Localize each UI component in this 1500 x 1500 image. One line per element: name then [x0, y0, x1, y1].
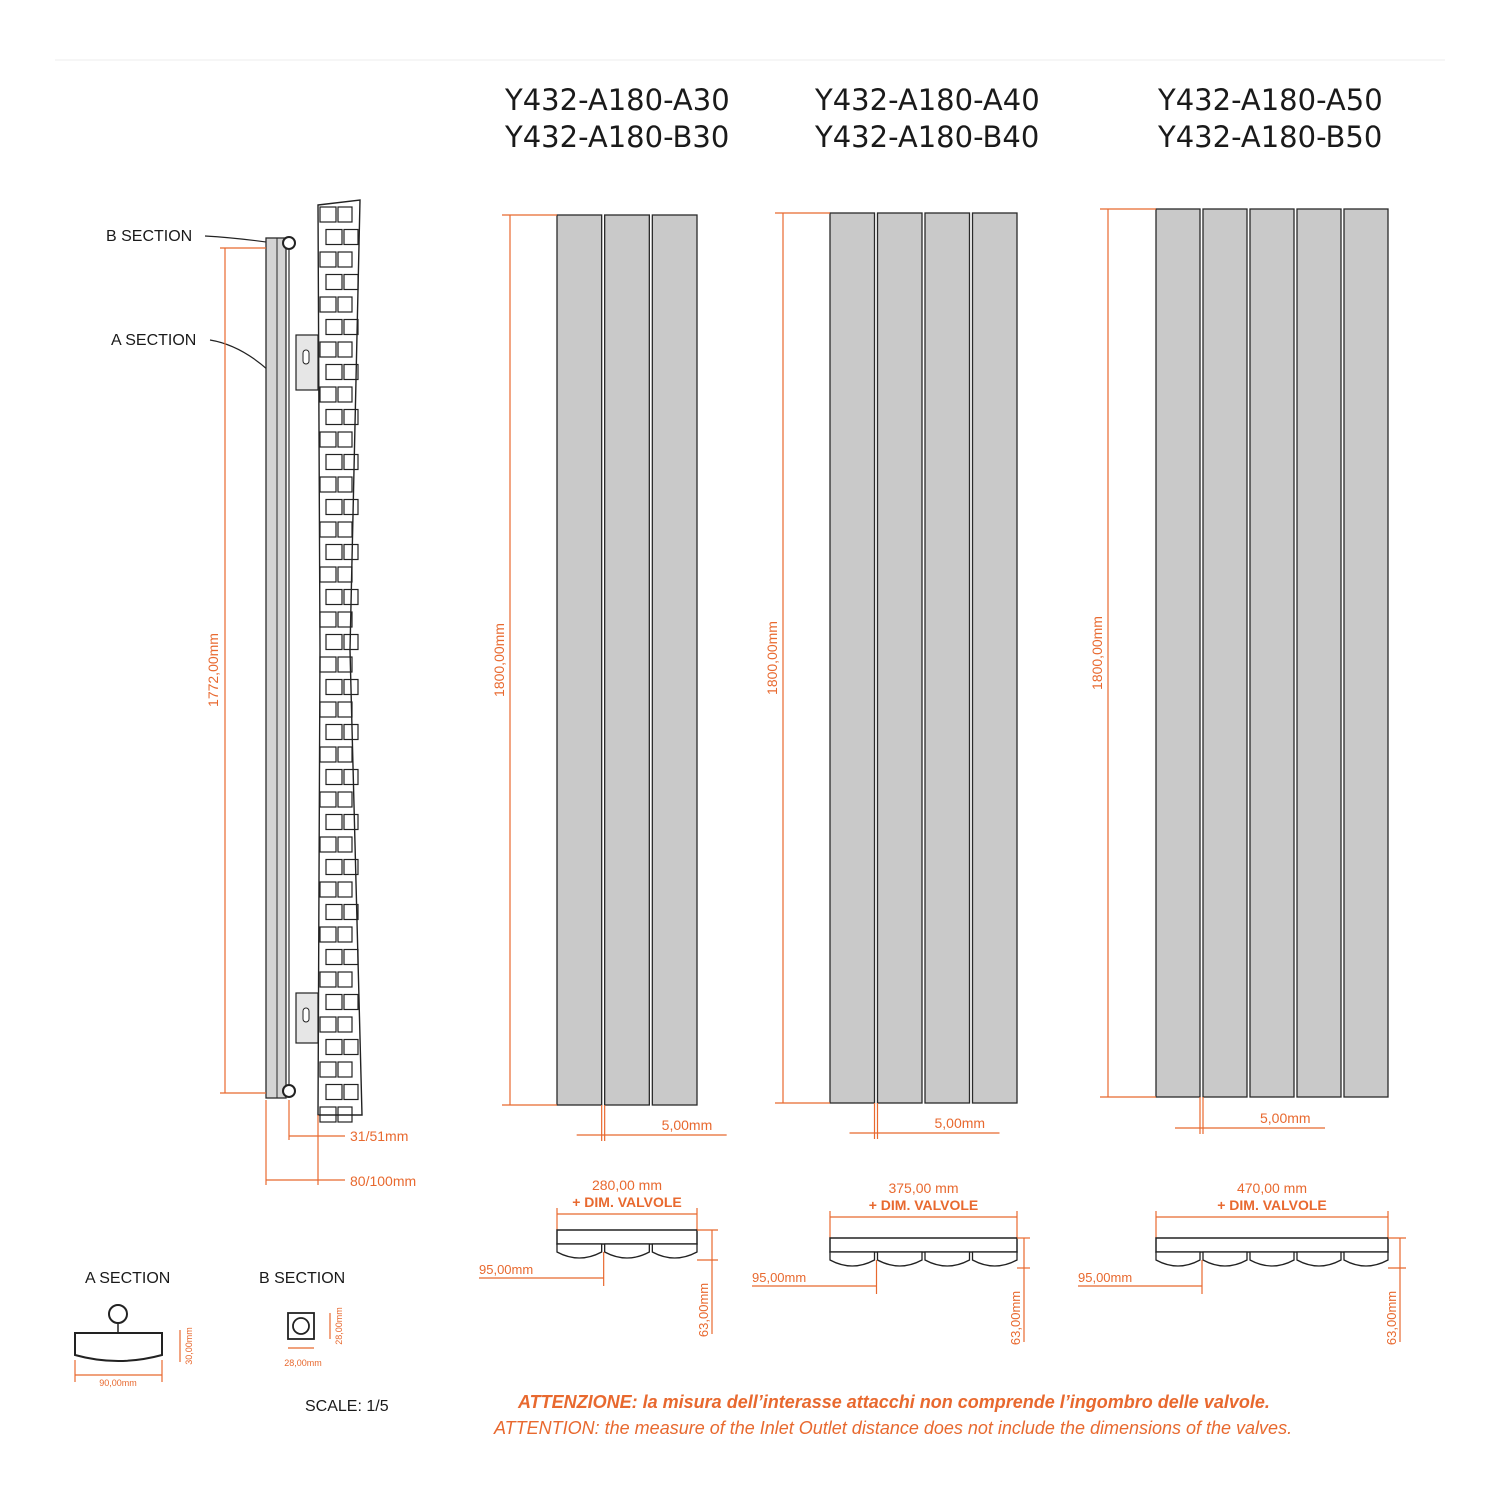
top-connector: [283, 237, 295, 249]
section-fin: [973, 1252, 1018, 1266]
depth-label: 63,00mm: [1008, 1290, 1023, 1346]
a-section-profile: [75, 1333, 162, 1361]
radiator-side-profile: [266, 238, 286, 1098]
section-fin: [878, 1252, 923, 1266]
panel-column: [925, 213, 970, 1103]
bottom-connector: [283, 1085, 295, 1097]
width-label: 470,00 mm: [1236, 1180, 1308, 1196]
gap-label: 5,00mm: [934, 1115, 986, 1131]
section-details: [75, 1270, 389, 1415]
width-label: 375,00 mm: [888, 1180, 959, 1196]
section-fin: [1203, 1252, 1247, 1266]
note-italian: ATTENZIONE: la misura dell’interasse attacchi non comprende l’ingombro delle valvole.: [518, 1392, 1270, 1412]
panel-column: [973, 213, 1018, 1103]
b-section-width: 28,00mm: [284, 1358, 322, 1368]
width-label: 280,00 mm: [591, 1177, 663, 1193]
panel-column: [1297, 209, 1341, 1097]
section-fin: [925, 1252, 970, 1266]
title-a40: Y432-A180-A40: [815, 83, 1040, 117]
panel-column: [1344, 209, 1388, 1097]
gap-label: 5,00mm: [661, 1117, 713, 1133]
section-fin: [830, 1252, 875, 1266]
section-fin: [605, 1244, 650, 1258]
panel-column: [1203, 209, 1247, 1097]
a-section-pipe: [109, 1305, 127, 1323]
brick-wall: [318, 200, 362, 1122]
a-section-title: A SECTION: [85, 1270, 171, 1287]
panel-column: [1156, 209, 1200, 1097]
title-a50: Y432-A180-A50: [1158, 83, 1383, 117]
panel-column: [878, 213, 923, 1103]
height-label: 1800,00mm: [764, 621, 780, 695]
wall-distance-label: 31/51mm: [350, 1128, 409, 1144]
section-top-bar: [830, 1238, 1017, 1252]
scale-label: SCALE: 1/5: [305, 1398, 389, 1415]
title-a30: Y432-A180-A30: [505, 83, 730, 117]
a-section-callout: A SECTION: [111, 332, 197, 349]
section-fin: [1344, 1252, 1388, 1266]
section-top-bar: [1156, 1238, 1388, 1252]
note-english: ATTENTION: the measure of the Inlet Outlet distance does not include the dimensions of the valves.: [494, 1418, 1293, 1438]
gap-label: 5,00mm: [1260, 1110, 1311, 1126]
depth-label: 63,00mm: [696, 1282, 711, 1338]
panel-column: [605, 215, 650, 1105]
b-section-title: B SECTION: [259, 1270, 346, 1287]
model-3: [1078, 209, 1406, 1345]
valves-label: + DIM. VALVOLE: [572, 1194, 682, 1210]
panel-column: [557, 215, 602, 1105]
height-label: 1800,00mm: [491, 623, 507, 697]
model-drawings: [479, 209, 1406, 1345]
section-fin: [557, 1244, 602, 1258]
title-b30: Y432-A180-B30: [505, 120, 730, 154]
title-b50: Y432-A180-B50: [1158, 120, 1383, 154]
model-2: [752, 213, 1030, 1345]
section-fin: [1297, 1252, 1341, 1266]
a-section-height: 30,00mm: [184, 1327, 194, 1365]
section-fin: [652, 1244, 697, 1258]
panel-column: [1250, 209, 1294, 1097]
offset-label: 95,00mm: [1078, 1270, 1133, 1285]
valves-label: + DIM. VALVOLE: [868, 1197, 979, 1213]
side-view: [106, 200, 416, 1189]
height-label: 1800,00mm: [1089, 616, 1105, 690]
a-section-width: 90,00mm: [99, 1378, 137, 1388]
b-section-callout: B SECTION: [106, 228, 193, 245]
title-b40: Y432-A180-B40: [815, 120, 1040, 154]
offset-label: 95,00mm: [752, 1270, 807, 1285]
valves-label: + DIM. VALVOLE: [1217, 1197, 1327, 1213]
b-section-height: 28,00mm: [334, 1307, 344, 1345]
depth-label: 63,00mm: [1384, 1290, 1399, 1346]
depth-label: 80/100mm: [350, 1173, 417, 1189]
panel-column: [830, 213, 875, 1103]
panel-column: [652, 215, 697, 1105]
side-height-label: 1772,00mm: [205, 633, 221, 707]
model-1: [479, 215, 727, 1337]
section-top-bar: [557, 1230, 697, 1244]
section-fin: [1156, 1252, 1200, 1266]
model-titles: [504, 83, 1383, 154]
section-fin: [1250, 1252, 1294, 1266]
offset-label: 95,00mm: [479, 1262, 534, 1277]
